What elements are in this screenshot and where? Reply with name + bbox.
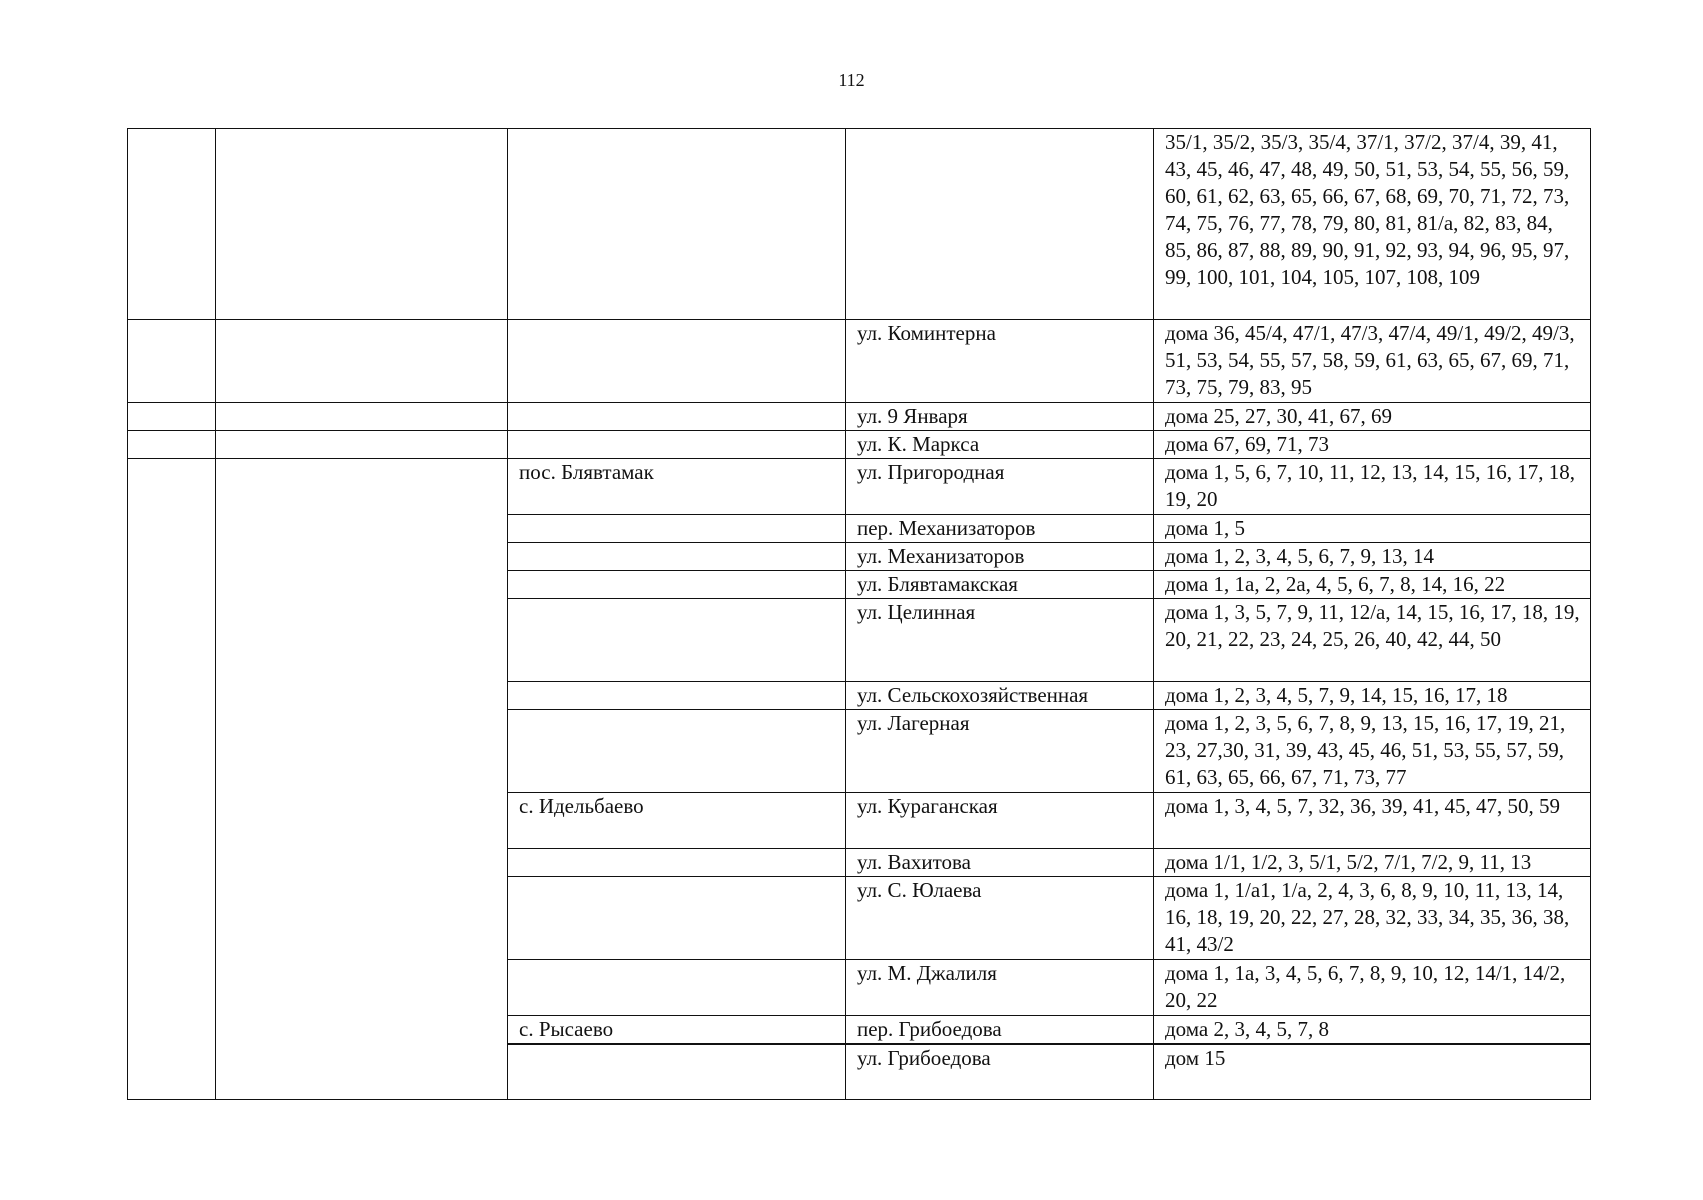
table-row — [128, 320, 1591, 403]
street-cell: ул. Пригородная — [846, 459, 1154, 515]
houses-cell: дом 15 — [1154, 1045, 1591, 1100]
houses-cell: дома 1, 3, 5, 7, 9, 11, 12/а, 14, 15, 16, 17, 18, 19, 20, 21, 22, 23, 24, 25, 26, 40, 42, 44, 50 — [1154, 599, 1591, 682]
houses-cell: 35/1, 35/2, 35/3, 35/4, 37/1, 37/2, 37/4, 39, 41, 43, 45, 46, 47, 48, 49, 50, 51, 53, 54, 55, 56, 59, 60, 61, 62, 63, 65, 66, 67, 68, 69, 70, 71, 72, 73, 74, 75, 76, 77, 78, 79, 80, 81, 81/а, 82, 83, 84, 85, 86, 87, 88, 89, 90, 91, 92, 93, 94, 96, 95, 97, 99, 100, 101, 104, 105, 107, 108, 109 — [1154, 129, 1591, 320]
street-cell: ул. Коминтерна — [846, 320, 1154, 403]
street-cell: ул. Блявтамакская — [846, 571, 1154, 599]
settlement-cell — [508, 543, 846, 571]
street-cell: ул. М. Джалиля — [846, 960, 1154, 1016]
settlement-cell: с. Идельбаево — [508, 793, 846, 849]
houses-cell: дома 1, 5, 6, 7, 10, 11, 12, 13, 14, 15, 16, 17, 18, 19, 20 — [1154, 459, 1591, 515]
settlement-cell: с. Рысаево — [508, 1016, 846, 1044]
settlement-cell — [508, 431, 846, 459]
houses-cell: дома 1, 2, 3, 4, 5, 7, 9, 14, 15, 16, 17, 18 — [1154, 682, 1591, 710]
houses-cell: дома 1, 2, 3, 4, 5, 6, 7, 9, 13, 14 — [1154, 543, 1591, 571]
houses-cell: дома 1, 2, 3, 5, 6, 7, 8, 9, 13, 15, 16, 17, 19, 21, 23, 27,30, 31, 39, 43, 45, 46, 51, 53, 55, 57, 59, 61, 63, 65, 66, 67, 71, 73, 77 — [1154, 710, 1591, 793]
street-cell: ул. Грибоедова — [846, 1045, 1154, 1100]
houses-cell: дома 2, 3, 4, 5, 7, 8 — [1154, 1016, 1591, 1044]
table-row — [128, 129, 1591, 320]
street-cell: ул. Кураганская — [846, 793, 1154, 849]
table-row — [128, 403, 1591, 431]
col-number-cell — [128, 459, 216, 1100]
col-number-cell — [128, 129, 216, 320]
address-table — [127, 128, 1591, 1100]
settlement-cell — [508, 960, 846, 1016]
col-district-cell — [216, 431, 508, 459]
settlement-cell: пос. Блявтамак — [508, 459, 846, 515]
street-cell: ул. Лагерная — [846, 710, 1154, 793]
col-district-cell — [216, 129, 508, 320]
houses-cell: дома 67, 69, 71, 73 — [1154, 431, 1591, 459]
street-cell: ул. К. Маркса — [846, 431, 1154, 459]
col-district-cell — [216, 459, 508, 1100]
settlement-cell — [508, 515, 846, 543]
settlement-cell — [508, 682, 846, 710]
settlement-cell — [508, 403, 846, 431]
street-cell: ул. С. Юлаева — [846, 877, 1154, 960]
houses-cell: дома 1, 3, 4, 5, 7, 32, 36, 39, 41, 45, 47, 50, 59 — [1154, 793, 1591, 849]
houses-cell: дома 1, 5 — [1154, 515, 1591, 543]
page-number: 112 — [838, 70, 865, 90]
houses-cell: дома 25, 27, 30, 41, 67, 69 — [1154, 403, 1591, 431]
street-cell: ул. Целинная — [846, 599, 1154, 682]
settlement-cell — [508, 1045, 846, 1100]
houses-cell: дома 1, 1а, 2, 2а, 4, 5, 6, 7, 8, 14, 16, 22 — [1154, 571, 1591, 599]
houses-cell: дома 36, 45/4, 47/1, 47/3, 47/4, 49/1, 49/2, 49/3, 51, 53, 54, 55, 57, 58, 59, 61, 63, 65, 67, 69, 71, 73, 75, 79, 83, 95 — [1154, 320, 1591, 403]
street-cell: пер. Механизаторов — [846, 515, 1154, 543]
settlement-cell — [508, 877, 846, 960]
col-district-cell — [216, 320, 508, 403]
houses-cell: дома 1/1, 1/2, 3, 5/1, 5/2, 7/1, 7/2, 9, 11, 13 — [1154, 849, 1591, 877]
street-cell: ул. Сельскохозяйственная — [846, 682, 1154, 710]
street-cell: ул. Вахитова — [846, 849, 1154, 877]
street-cell: ул. Механизаторов — [846, 543, 1154, 571]
settlement-cell — [508, 129, 846, 320]
houses-cell: дома 1, 1/а1, 1/а, 2, 4, 3, 6, 8, 9, 10, 11, 13, 14, 16, 18, 19, 20, 22, 27, 28, 32, 33, 34, 35, 36, 38, 41, 43/2 — [1154, 877, 1591, 960]
settlement-cell — [508, 571, 846, 599]
col-number-cell — [128, 320, 216, 403]
col-number-cell — [128, 403, 216, 431]
street-cell: пер. Грибоедова — [846, 1016, 1154, 1044]
street-cell: ул. 9 Января — [846, 403, 1154, 431]
table-row — [128, 431, 1591, 459]
settlement-cell — [508, 599, 846, 682]
street-cell — [846, 129, 1154, 320]
col-district-cell — [216, 403, 508, 431]
settlement-cell — [508, 849, 846, 877]
settlement-cell — [508, 710, 846, 793]
table-row — [128, 459, 1591, 515]
houses-cell: дома 1, 1а, 3, 4, 5, 6, 7, 8, 9, 10, 12, 14/1, 14/2, 20, 22 — [1154, 960, 1591, 1016]
settlement-cell — [508, 320, 846, 403]
col-number-cell — [128, 431, 216, 459]
